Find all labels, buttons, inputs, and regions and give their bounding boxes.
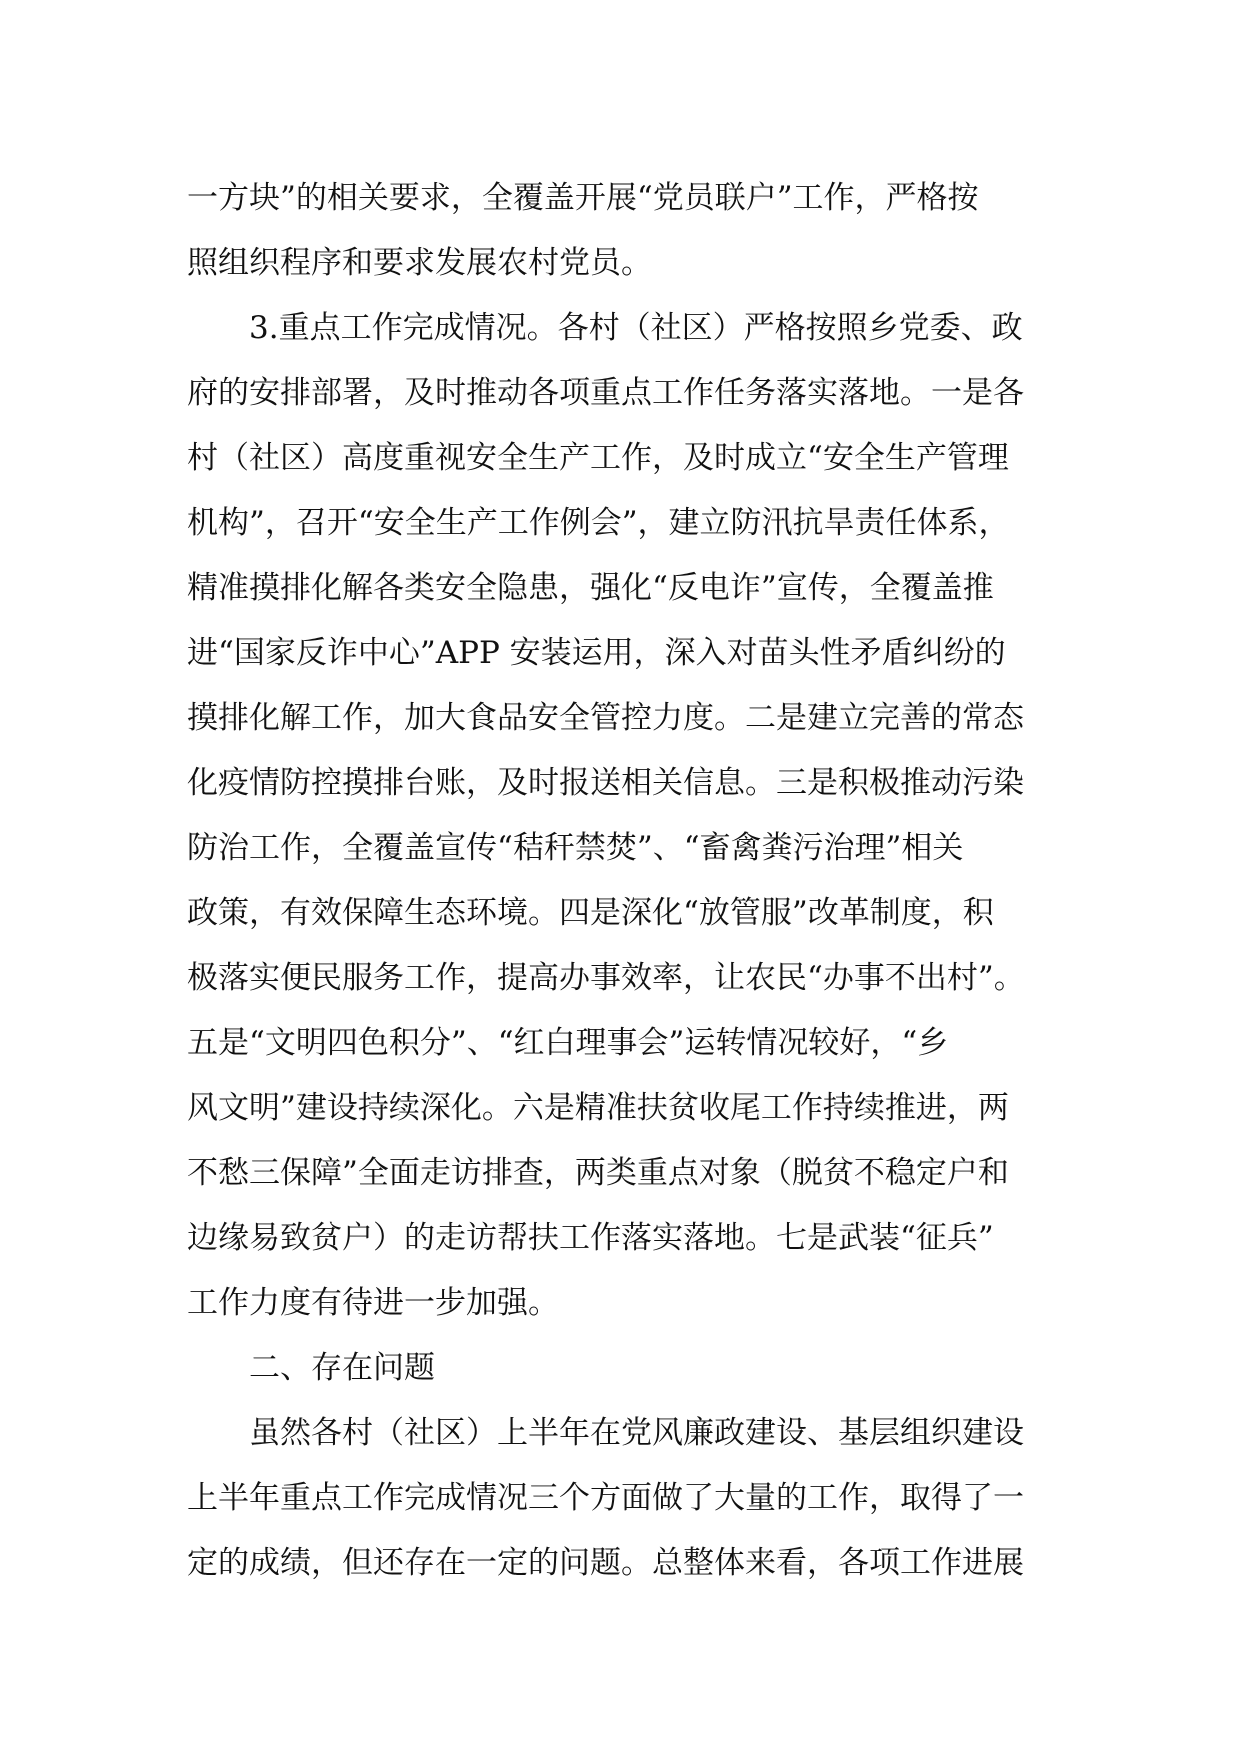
text-line: 摸排化解工作，加大食品安全管控力度。二是建立完善的常态 xyxy=(187,700,1024,736)
text-line: 照组织程序和要求发展农村党员。 xyxy=(187,245,652,281)
text-line: 虽然各村（社区）上半年在党风廉政建设、基层组织建设 xyxy=(249,1415,1024,1451)
text-line: 工作力度有待进一步加强。 xyxy=(187,1285,559,1321)
text-line: 机构”，召开“安全生产工作例会”，建立防汛抗旱责任体系， xyxy=(187,505,1010,541)
text-line: 极落实便民服务工作，提高办事效率，让农民“办事不出村”。 xyxy=(187,960,1025,996)
text-line: 村（社区）高度重视安全生产工作，及时成立“安全生产管理 xyxy=(187,440,1009,476)
text-line: 一方块”的相关要求，全覆盖开展“党员联户”工作，严格按 xyxy=(187,180,979,216)
text-line: 精准摸排化解各类安全隐患，强化“反电诈”宣传，全覆盖推 xyxy=(187,570,994,606)
section-heading-problems: 二、存在问题 xyxy=(249,1350,435,1386)
text-line: 防治工作，全覆盖宣传“秸秆禁焚”、“畜禽粪污治理”相关 xyxy=(187,830,964,866)
text-line: 五是“文明四色积分”、“红白理事会”运转情况较好，“乡 xyxy=(187,1025,949,1061)
text-line: 政策，有效保障生态环境。四是深化“放管服”改革制度，积 xyxy=(187,895,994,931)
text-line: 不愁三保障”全面走访排查，两类重点对象（脱贫不稳定户和 xyxy=(187,1155,1009,1191)
text-line: 定的成绩，但还存在一定的问题。总整体来看，各项工作进展 xyxy=(187,1545,1024,1581)
text-line: 边缘易致贫户）的走访帮扶工作落实落地。七是武装“征兵” xyxy=(187,1220,994,1256)
text-line: 府的安排部署，及时推动各项重点工作任务落实落地。一是各 xyxy=(187,375,1024,411)
section-heading-key-work: 3.重点工作完成情况。各村（社区）严格按照乡党委、政 xyxy=(249,310,1023,346)
text-line: 上半年重点工作完成情况三个方面做了大量的工作，取得了一 xyxy=(187,1480,1024,1516)
document-body xyxy=(187,166,1087,1596)
text-line: 风文明”建设持续深化。六是精准扶贫收尾工作持续推进，两 xyxy=(187,1090,1009,1126)
text-line: 化疫情防控摸排台账，及时报送相关信息。三是积极推动污染 xyxy=(187,765,1024,801)
text-line: 进“国家反诈中心”APP 安装运用，深入对苗头性矛盾纠纷的 xyxy=(187,635,1006,671)
